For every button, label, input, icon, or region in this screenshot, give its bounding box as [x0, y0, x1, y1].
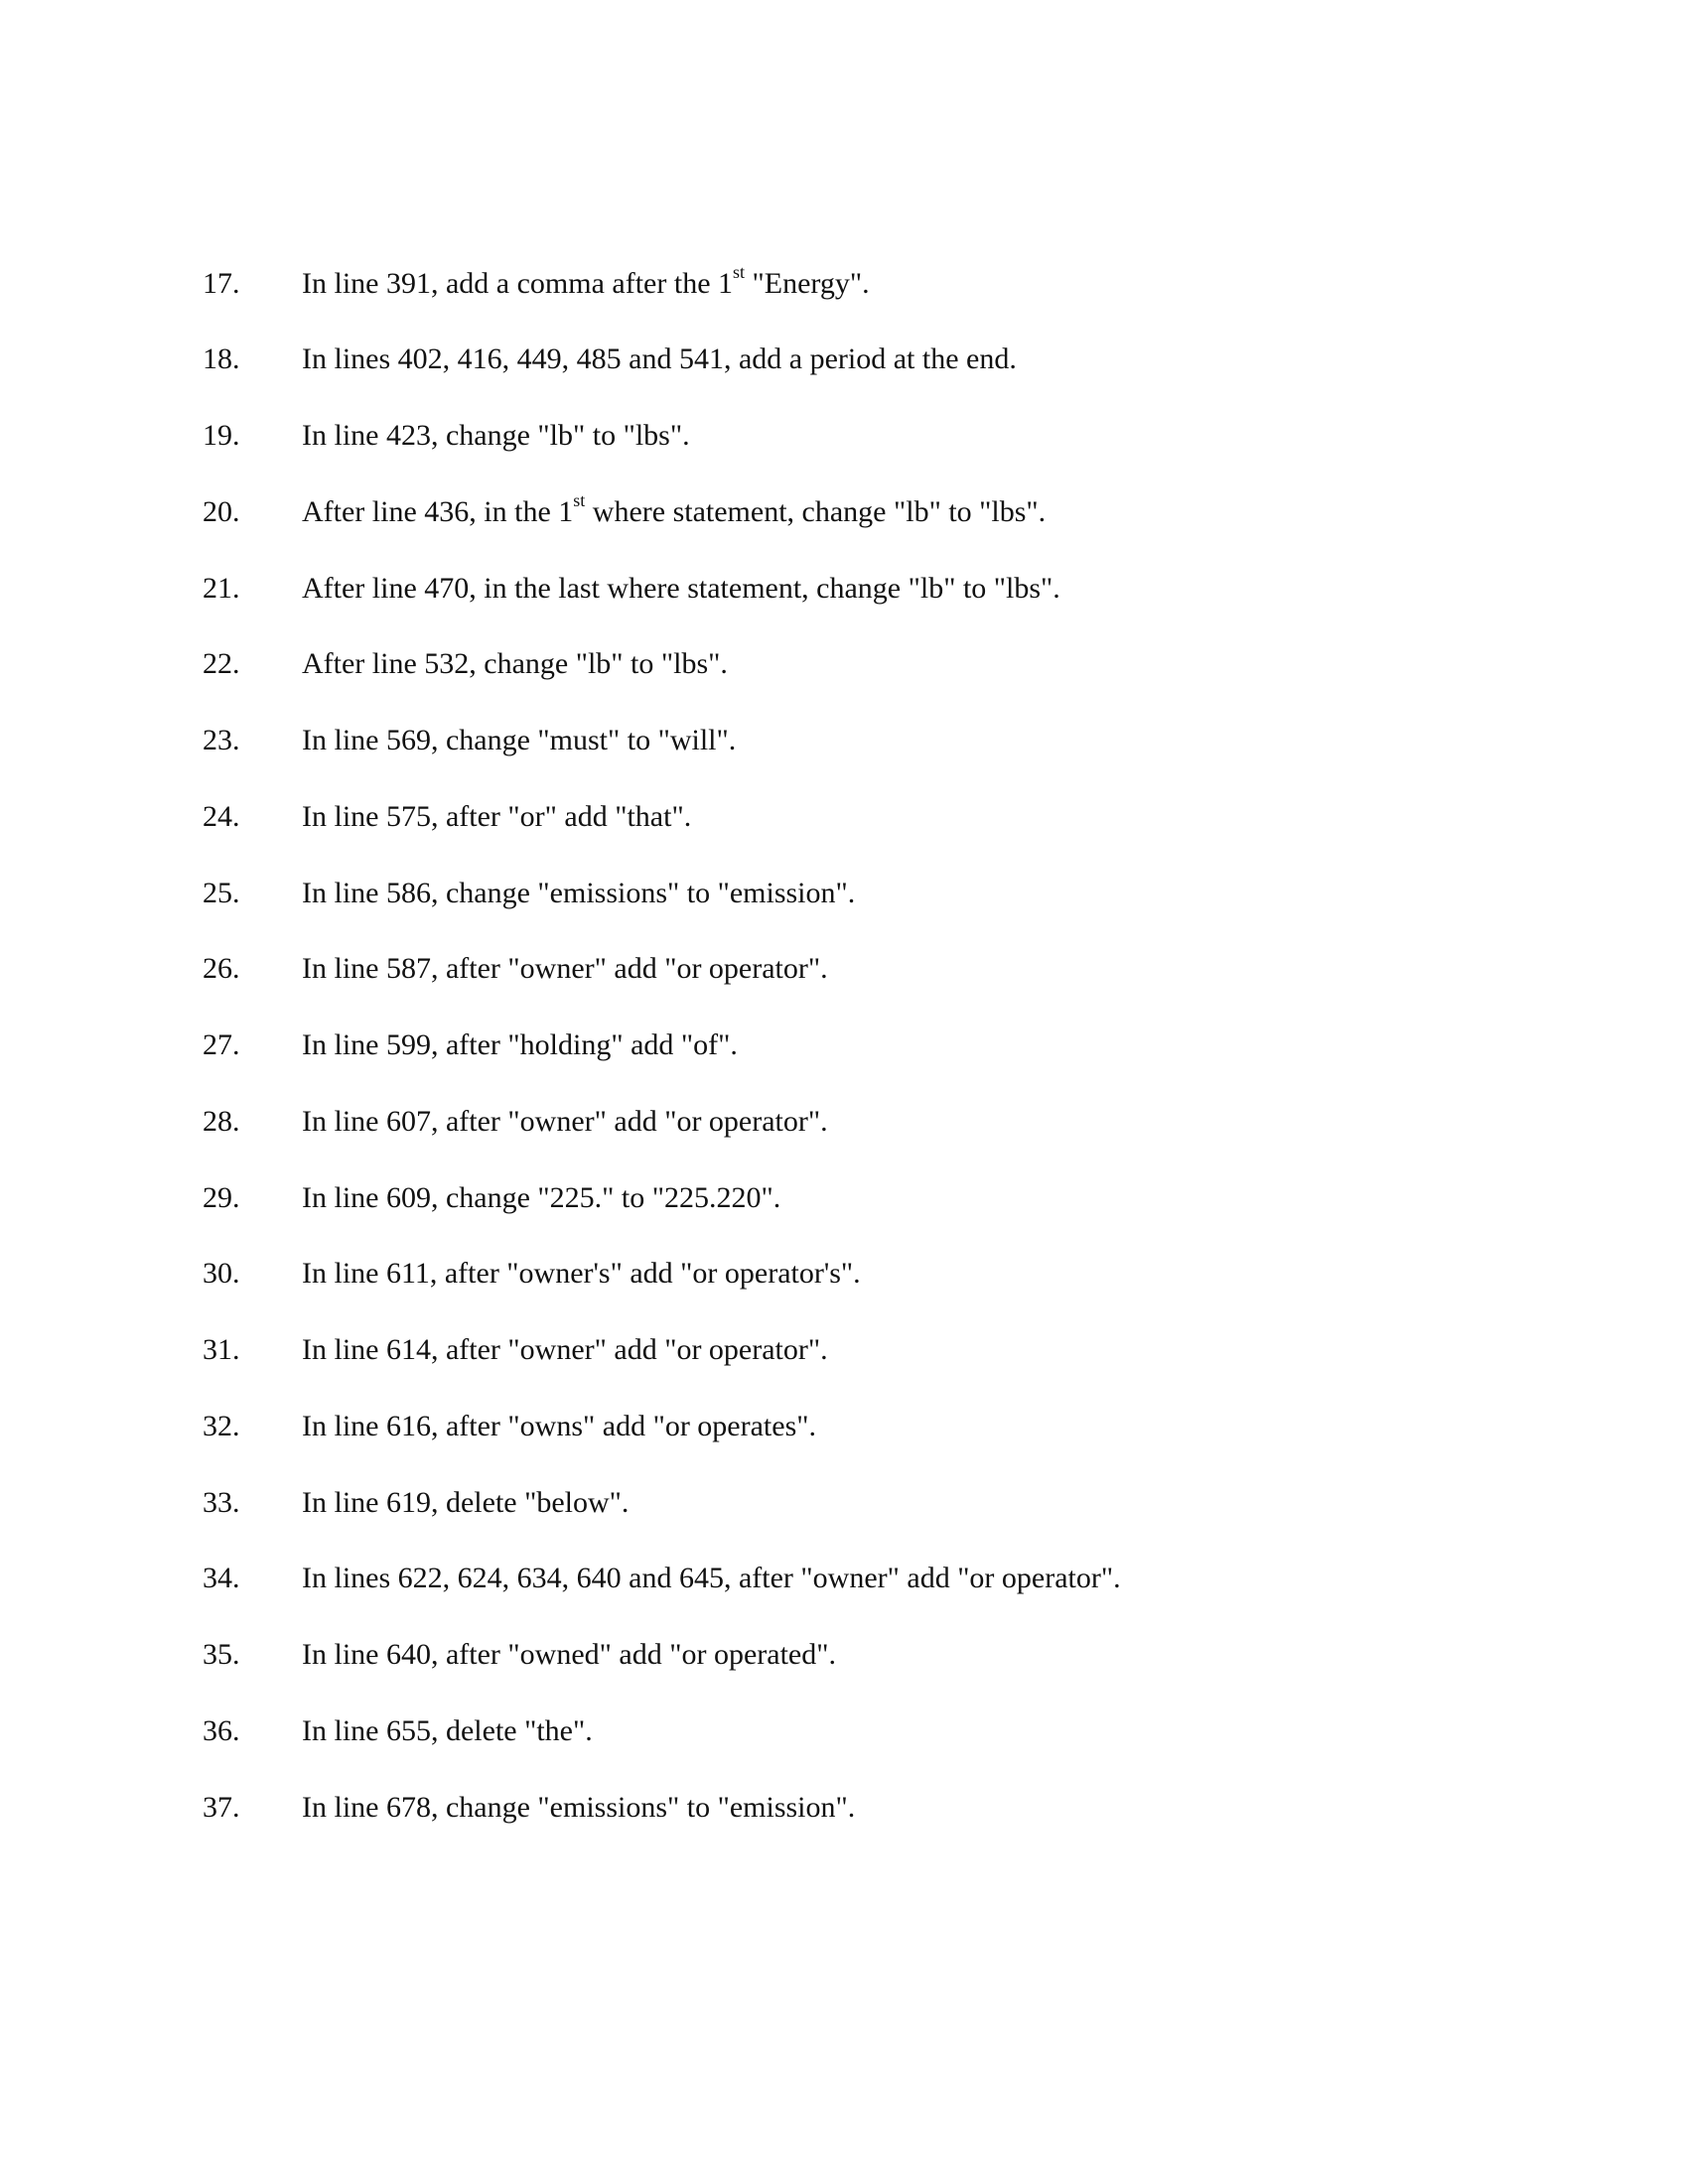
item-text: After line 470, in the last where statement, change "lb" to "lbs".	[302, 572, 1060, 605]
item-number: 33.	[203, 1486, 240, 1519]
item-text: In line 616, after "owns" add "or operates".	[302, 1410, 816, 1442]
list-item	[0, 1252, 1684, 1296]
item-number: 26.	[203, 952, 240, 985]
item-number: 18.	[203, 342, 240, 375]
item-number: 36.	[203, 1714, 240, 1747]
list-item	[0, 490, 1684, 534]
list-item	[0, 1176, 1684, 1220]
list-item	[0, 338, 1684, 381]
item-text: After line 532, change "lb" to "lbs".	[302, 647, 728, 680]
item-number: 37.	[203, 1791, 240, 1824]
list-item	[0, 567, 1684, 611]
list-item	[0, 1481, 1684, 1525]
item-text: In line 569, change "must" to "will".	[302, 724, 737, 756]
item-number: 17.	[203, 267, 240, 300]
ordinal-suffix: st	[733, 262, 746, 282]
ordinal-suffix: st	[573, 490, 586, 510]
list-item	[0, 1024, 1684, 1067]
item-number: 21.	[203, 572, 240, 605]
item-number: 24.	[203, 800, 240, 833]
list-item	[0, 1786, 1684, 1830]
list-item	[0, 1100, 1684, 1144]
list-item	[0, 719, 1684, 762]
item-text: After line 436, in the 1st where statement, change "lb" to "lbs".	[302, 490, 1047, 528]
list-item	[0, 414, 1684, 458]
list-item	[0, 642, 1684, 686]
item-text: In line 599, after "holding" add "of".	[302, 1028, 738, 1061]
item-number: 34.	[203, 1562, 240, 1594]
item-number: 22.	[203, 647, 240, 680]
item-text: In line 609, change "225." to "225.220".	[302, 1181, 781, 1214]
item-number: 30.	[203, 1257, 240, 1290]
item-number: 35.	[203, 1638, 240, 1671]
list-item	[0, 1557, 1684, 1600]
item-number: 32.	[203, 1410, 240, 1442]
item-text: In line 607, after "owner" add "or operator".	[302, 1105, 828, 1138]
item-number: 20.	[203, 495, 240, 528]
list-item	[0, 795, 1684, 839]
list-item	[0, 262, 1684, 306]
item-number: 28.	[203, 1105, 240, 1138]
item-text: In line 640, after "owned" add "or operated".	[302, 1638, 836, 1671]
item-number: 27.	[203, 1028, 240, 1061]
item-number: 19.	[203, 419, 240, 452]
item-text: In line 391, add a comma after the 1st "Energy".	[302, 262, 870, 300]
list-item	[0, 872, 1684, 915]
list-item	[0, 1405, 1684, 1448]
item-number: 25.	[203, 877, 240, 909]
item-text: In line 575, after "or" add "that".	[302, 800, 692, 833]
item-text: In line 678, change "emissions" to "emission".	[302, 1791, 856, 1824]
item-text: In line 586, change "emissions" to "emission".	[302, 877, 856, 909]
item-number: 31.	[203, 1333, 240, 1366]
item-number: 23.	[203, 724, 240, 756]
item-text: In lines 622, 624, 634, 640 and 645, after "owner" add "or operator".	[302, 1562, 1121, 1594]
list-item	[0, 1709, 1684, 1753]
item-text: In line 614, after "owner" add "or operator".	[302, 1333, 828, 1366]
item-text: In line 655, delete "the".	[302, 1714, 593, 1747]
item-text: In line 619, delete "below".	[302, 1486, 630, 1519]
list-item	[0, 1633, 1684, 1677]
item-text: In line 587, after "owner" add "or operator".	[302, 952, 828, 985]
list-item	[0, 947, 1684, 991]
item-number: 29.	[203, 1181, 240, 1214]
item-text: In line 423, change "lb" to "lbs".	[302, 419, 690, 452]
list-item	[0, 1328, 1684, 1372]
item-text: In lines 402, 416, 449, 485 and 541, add a period at the end.	[302, 342, 1017, 375]
item-text: In line 611, after "owner's" add "or operator's".	[302, 1257, 861, 1290]
